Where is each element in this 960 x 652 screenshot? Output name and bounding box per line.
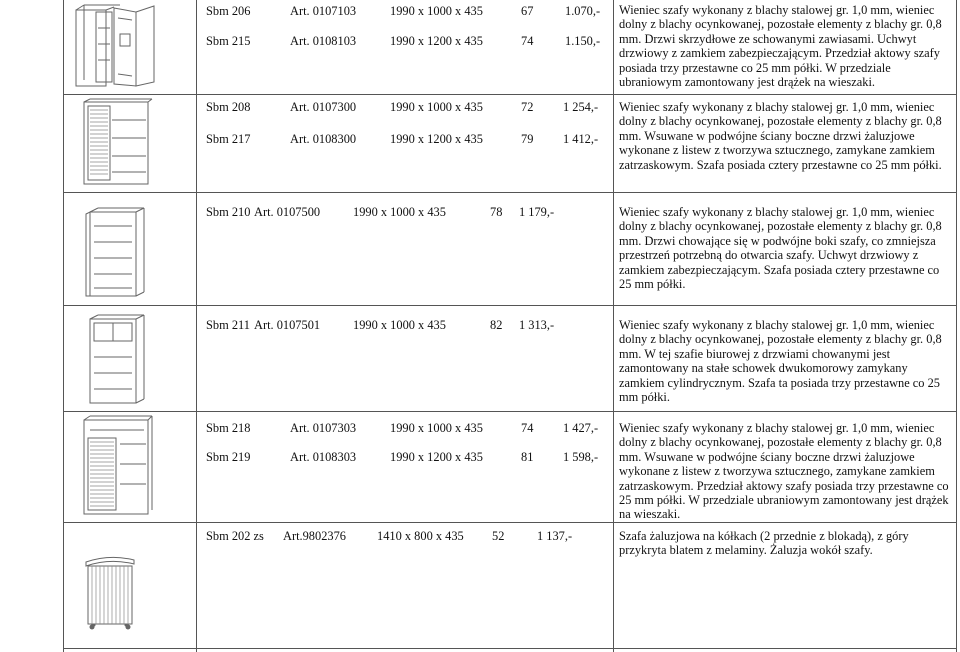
product-art-number: Art. 0108103 — [290, 34, 357, 48]
product-art-number: Art. 0107300 — [290, 100, 357, 114]
table-border-bottom — [63, 648, 957, 649]
product-weight: 79 — [521, 132, 534, 146]
product-weight: 74 — [521, 34, 534, 48]
product-name: Sbm 206 — [206, 4, 251, 18]
product-weight: 81 — [521, 450, 534, 464]
product-name: Sbm 210 — [206, 205, 251, 219]
product-art-number: Art. 0107103 — [290, 4, 357, 18]
product-dimensions: 1990 x 1200 x 435 — [390, 132, 483, 146]
product-price: 1.150,- — [565, 34, 601, 48]
product-art-number: Art. 0107500 — [254, 205, 321, 219]
product-price: 1 254,- — [563, 100, 599, 114]
product-price: 1 598,- — [563, 450, 599, 464]
product-dimensions: 1410 x 800 x 435 — [377, 529, 464, 543]
product-description: Wieniec szafy wykonany z blachy stalowej gr. 1,0 mm, wieniec dolny z blachy ocynkowanej, pozostałe elementy z blachy gr. 0,8 mm. Drzwi chowające się w podwójne boki szafy, co zmniejsza przestrzeń potrzebną do otwarcia szafy. Uchwyt drzwiowy z zamkiem zabezpieczającym. Szafa posiada cztery przestawne co 25 mm półki. — [619, 205, 942, 292]
table-border-left — [63, 0, 64, 652]
product-name: Sbm 219 — [206, 450, 251, 464]
row-divider — [63, 192, 957, 193]
row-divider — [63, 305, 957, 306]
product-price: 1 137,- — [537, 529, 573, 543]
product-weight: 74 — [521, 421, 534, 435]
table-divider-image — [196, 0, 197, 652]
product-price: 1 412,- — [563, 132, 599, 146]
product-weight: 82 — [490, 318, 503, 332]
row-divider — [63, 522, 957, 523]
product-price: 1.070,- — [565, 4, 601, 18]
product-weight: 52 — [492, 529, 505, 543]
product-weight: 67 — [521, 4, 534, 18]
product-weight: 78 — [490, 205, 503, 219]
product-price: 1 313,- — [519, 318, 555, 332]
row-divider — [63, 411, 957, 412]
product-description: Wieniec szafy wykonany z blachy stalowej gr. 1,0 mm, wieniec dolny z blachy ocynkowanej, pozostałe elementy z blachy gr. 0,8 mm. Drzwi skrzydłowe ze schowanymi zawiasami. Uchwyt drzwiowy z zamkiem zabezpieczającym. Przedział aktowy szafy posiada trzy przestawne co 25 mm półki. W przedziale ubraniowym zamontowany jest drążek na wieszaki. — [619, 3, 942, 90]
product-name: Sbm 211 — [206, 318, 250, 332]
cabinet-open-doors-image — [74, 4, 158, 90]
product-name: Sbm 215 — [206, 34, 251, 48]
product-dimensions: 1990 x 1000 x 435 — [353, 205, 446, 219]
product-description: Wieniec szafy wykonany z blachy stalowej gr. 1,0 mm, wieniec dolny z blachy ocynkowanej, pozostałe elementy z blachy gr. 0,8 mm. W tej szafie biurowej z drzwiami chowanymi jest zamontowany na stałe schowek dwukomorowy zamykany zamkiem cylindrycznym. Szafa ta posiada trzy przestawne co 25 mm półki. — [619, 318, 942, 405]
cabinet-shutter-doors-image — [78, 98, 156, 188]
product-dimensions: 1990 x 1000 x 435 — [390, 4, 483, 18]
product-price: 1 427,- — [563, 421, 599, 435]
product-dimensions: 1990 x 1000 x 435 — [390, 421, 483, 435]
product-art-number: Art. 0108300 — [290, 132, 357, 146]
product-art-number: Art. 0107501 — [254, 318, 321, 332]
product-weight: 72 — [521, 100, 534, 114]
product-name: Sbm 217 — [206, 132, 251, 146]
table-border-right — [956, 0, 957, 652]
product-name: Sbm 208 — [206, 100, 251, 114]
product-name: Sbm 218 — [206, 421, 251, 435]
product-art-number: Art. 0107303 — [290, 421, 357, 435]
product-art-number: Art. 0108303 — [290, 450, 357, 464]
shutter-cabinet-on-wheels-image — [82, 552, 142, 632]
product-name: Sbm 202 zs — [206, 529, 264, 543]
row-divider — [63, 94, 957, 95]
cabinet-shutter-wardrobe-image — [80, 414, 156, 518]
product-description: Wieniec szafy wykonany z blachy stalowej gr. 1,0 mm, wieniec dolny z blachy ocynkowanej, pozostałe elementy z blachy gr. 0,8 mm. Wsuwane w podwójne ściany boczne drzwi żaluzjowe wykonane z listew z tworzywa sztucznego, zamykane zamkiem zatrzaskowym. Przedział aktowy szafy posiada trzy przestawne co 25 mm półki. W przedziale ubraniowym zamontowany jest drążek na wieszaki. — [619, 421, 949, 522]
cabinet-with-locker-image — [84, 313, 154, 407]
table-divider-description — [613, 0, 614, 652]
product-description: Wieniec szafy wykonany z blachy stalowej gr. 1,0 mm, wieniec dolny z blachy ocynkowanej, pozostałe elementy z blachy gr. 0,8 mm. Wsuwane w podwójne ściany boczne drzwi żaluzjowe wykonane z listew z tworzywa sztucznego, zamykane zamkiem zatrzaskowym. Szafa posiada cztery przestawne co 25 mm półki. — [619, 100, 942, 172]
product-description: Szafa żaluzjowa na kółkach (2 przednie z blokadą), z góry przykryta blatem z melaminy. Żaluzja wokół szafy. — [619, 529, 909, 558]
product-dimensions: 1990 x 1200 x 435 — [390, 450, 483, 464]
product-art-number: Art.9802376 — [283, 529, 346, 543]
product-dimensions: 1990 x 1200 x 435 — [390, 34, 483, 48]
product-dimensions: 1990 x 1000 x 435 — [353, 318, 446, 332]
cabinet-retractable-doors-image — [84, 206, 154, 300]
product-price: 1 179,- — [519, 205, 555, 219]
product-dimensions: 1990 x 1000 x 435 — [390, 100, 483, 114]
